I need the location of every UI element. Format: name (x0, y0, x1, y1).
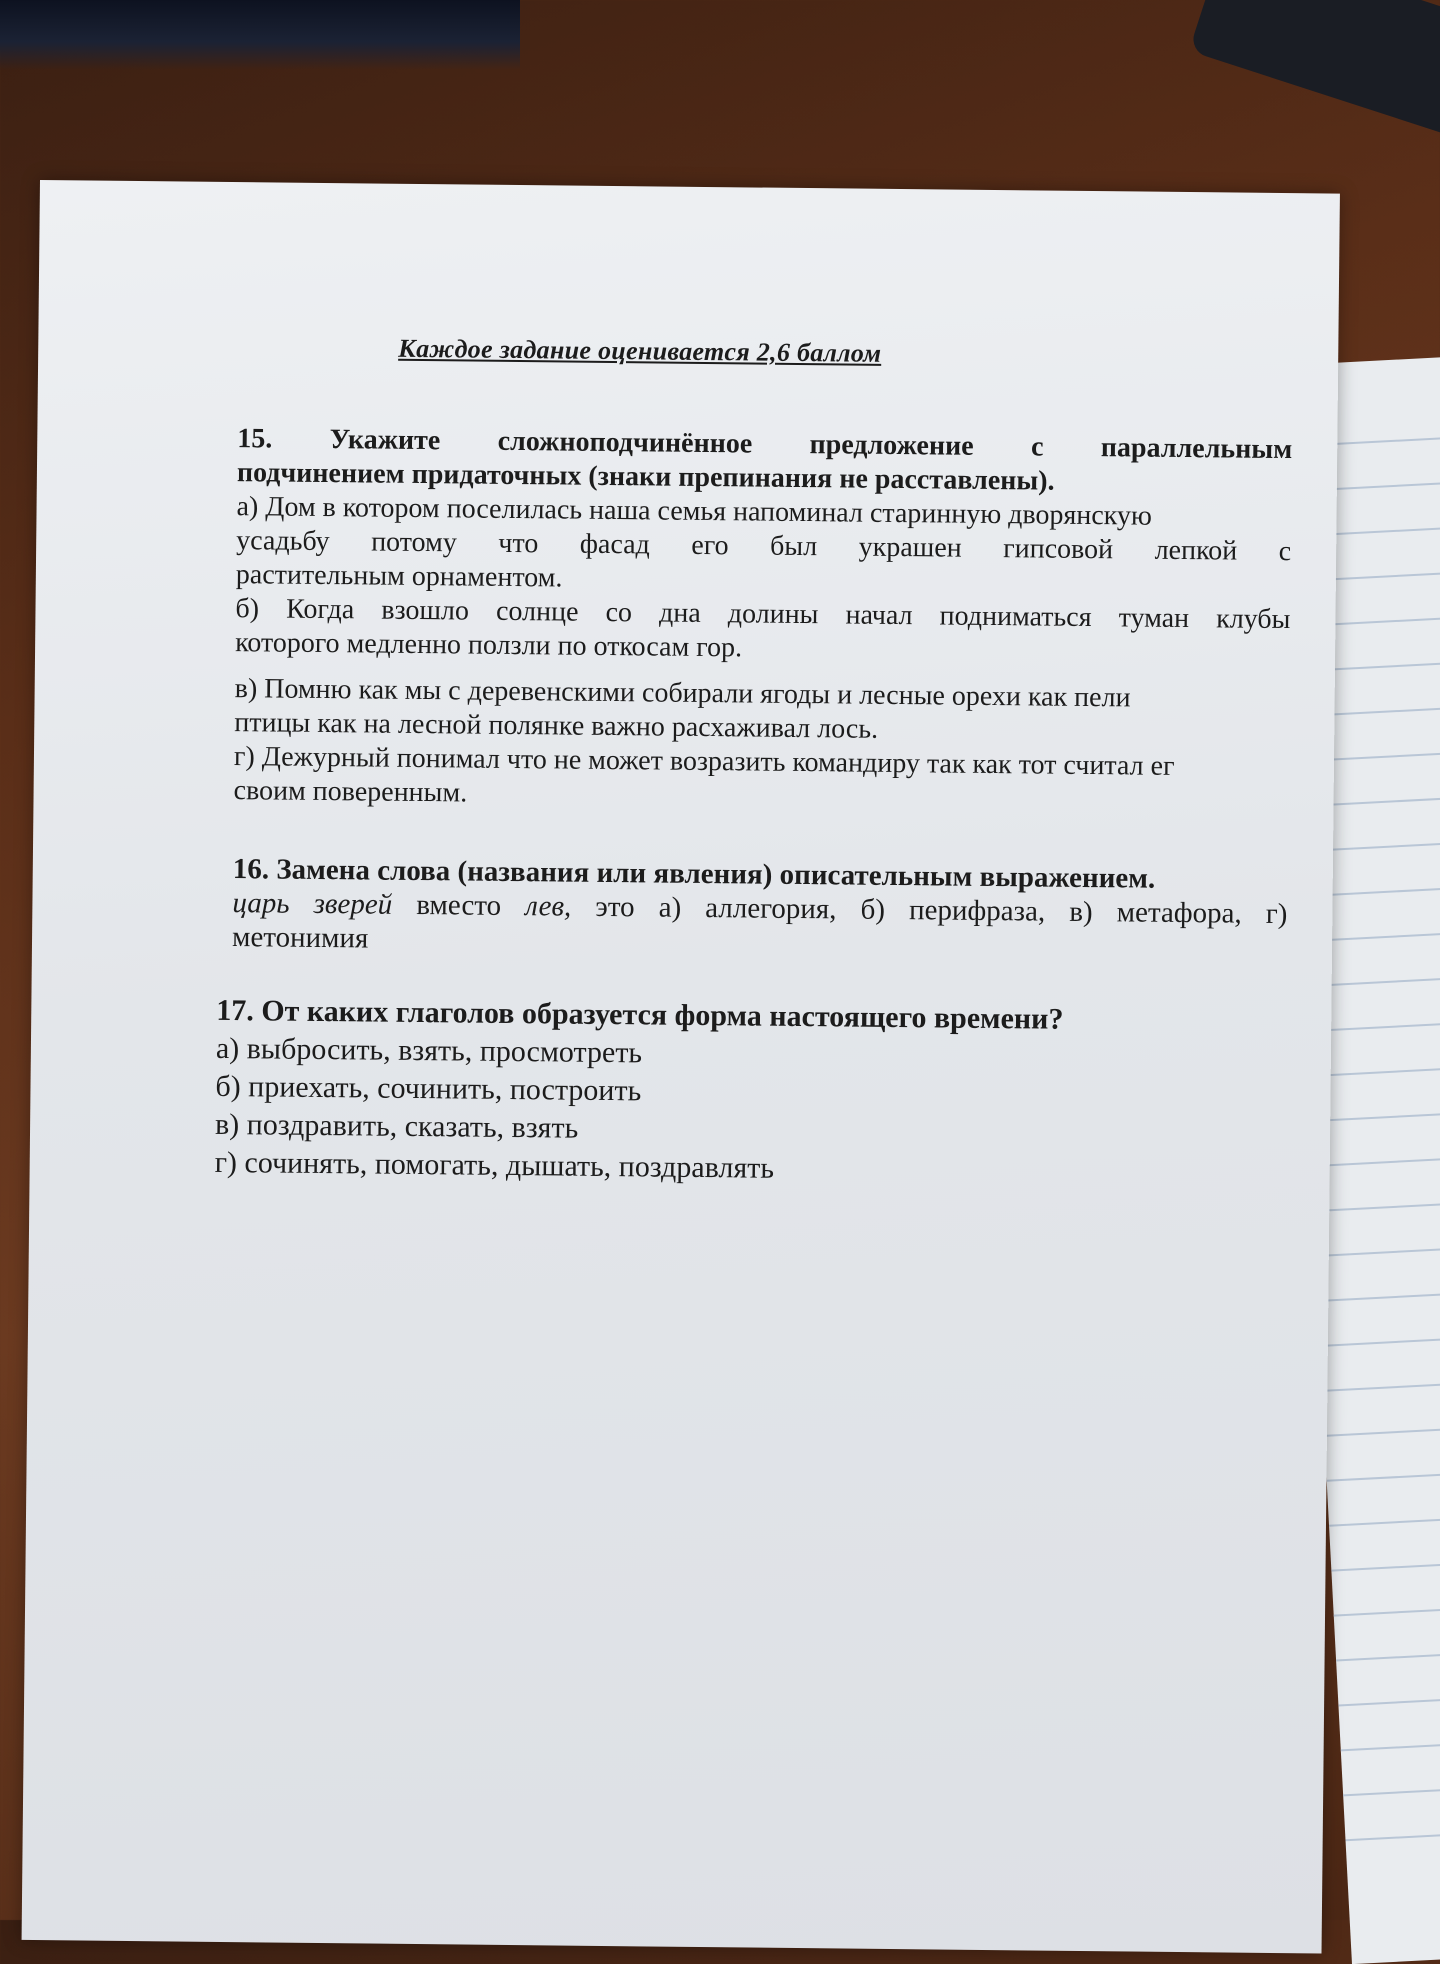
q15-option-a-line-2: усадьбу потому что фасад его был украшен гипсовой лепкой с (236, 525, 1292, 568)
q17-option-a: а) выбросить, взять, просмотреть (215, 1031, 643, 1070)
q15-option-a-line-3: растительным орнаментом. (235, 559, 563, 594)
question-16 (232, 852, 1288, 965)
q15-title-line-2: подчинением придаточных (знаки препинания не расставлены). (236, 457, 1055, 497)
q15-option-v-line-2: птицы как на лесной полянке важно расхаживал лось. (234, 707, 879, 745)
q16-title: 16. Замена слова (названия или явления) описательным выражением. (232, 853, 1156, 895)
worksheet-paper (22, 180, 1340, 1954)
question-15 (235, 422, 1292, 671)
q17-option-b: б) приехать, сочинить, построить (215, 1069, 642, 1108)
q16-middle: вместо (392, 888, 526, 923)
q15-option-b-line-1: б) Когда взошло солнце со дна долины начал подниматься туман клубы (235, 593, 1291, 636)
question-15-continued (233, 672, 1289, 819)
q16-last-line: метонимия (231, 921, 369, 955)
device-edge (1189, 0, 1440, 143)
question-17 (215, 992, 1272, 1193)
q15-option-v-line-1: в) Помню как мы с деревенскими собирали ягоды и лесные орехи как пели (234, 673, 1131, 714)
q15-title-line-1: 15. Укажите сложноподчинённое предложение с параллельным (237, 423, 1293, 466)
q16-phrase: царь зверей (232, 887, 393, 921)
q15-option-g-line-1: г) Дежурный понимал что не может возразить командиру так как тот считал ег (233, 741, 1175, 782)
q17-option-g: г) сочинять, помогать, дышать, поздравлять (214, 1145, 775, 1185)
dark-background-corner (0, 0, 520, 70)
q16-word: лев, (525, 890, 572, 923)
q15-option-a-line-1: а) Дом в котором поселилась наша семья напоминал старинную дворянскую (236, 491, 1153, 532)
q15-option-b-line-2: которого медленно ползли по откосам гор. (235, 627, 743, 664)
q17-option-v: в) поздравить, сказать, взять (214, 1107, 579, 1145)
q17-title: 17. От каких глаголов образуется форма настоящего времени? (216, 993, 1064, 1036)
q16-rest: это а) аллегория, б) перифраза, в) метафора, г) (571, 890, 1288, 931)
scoring-header: Каждое задание оценивается 2,6 баллом (398, 333, 882, 368)
q15-option-g-line-2: своим поверенным. (233, 775, 468, 809)
